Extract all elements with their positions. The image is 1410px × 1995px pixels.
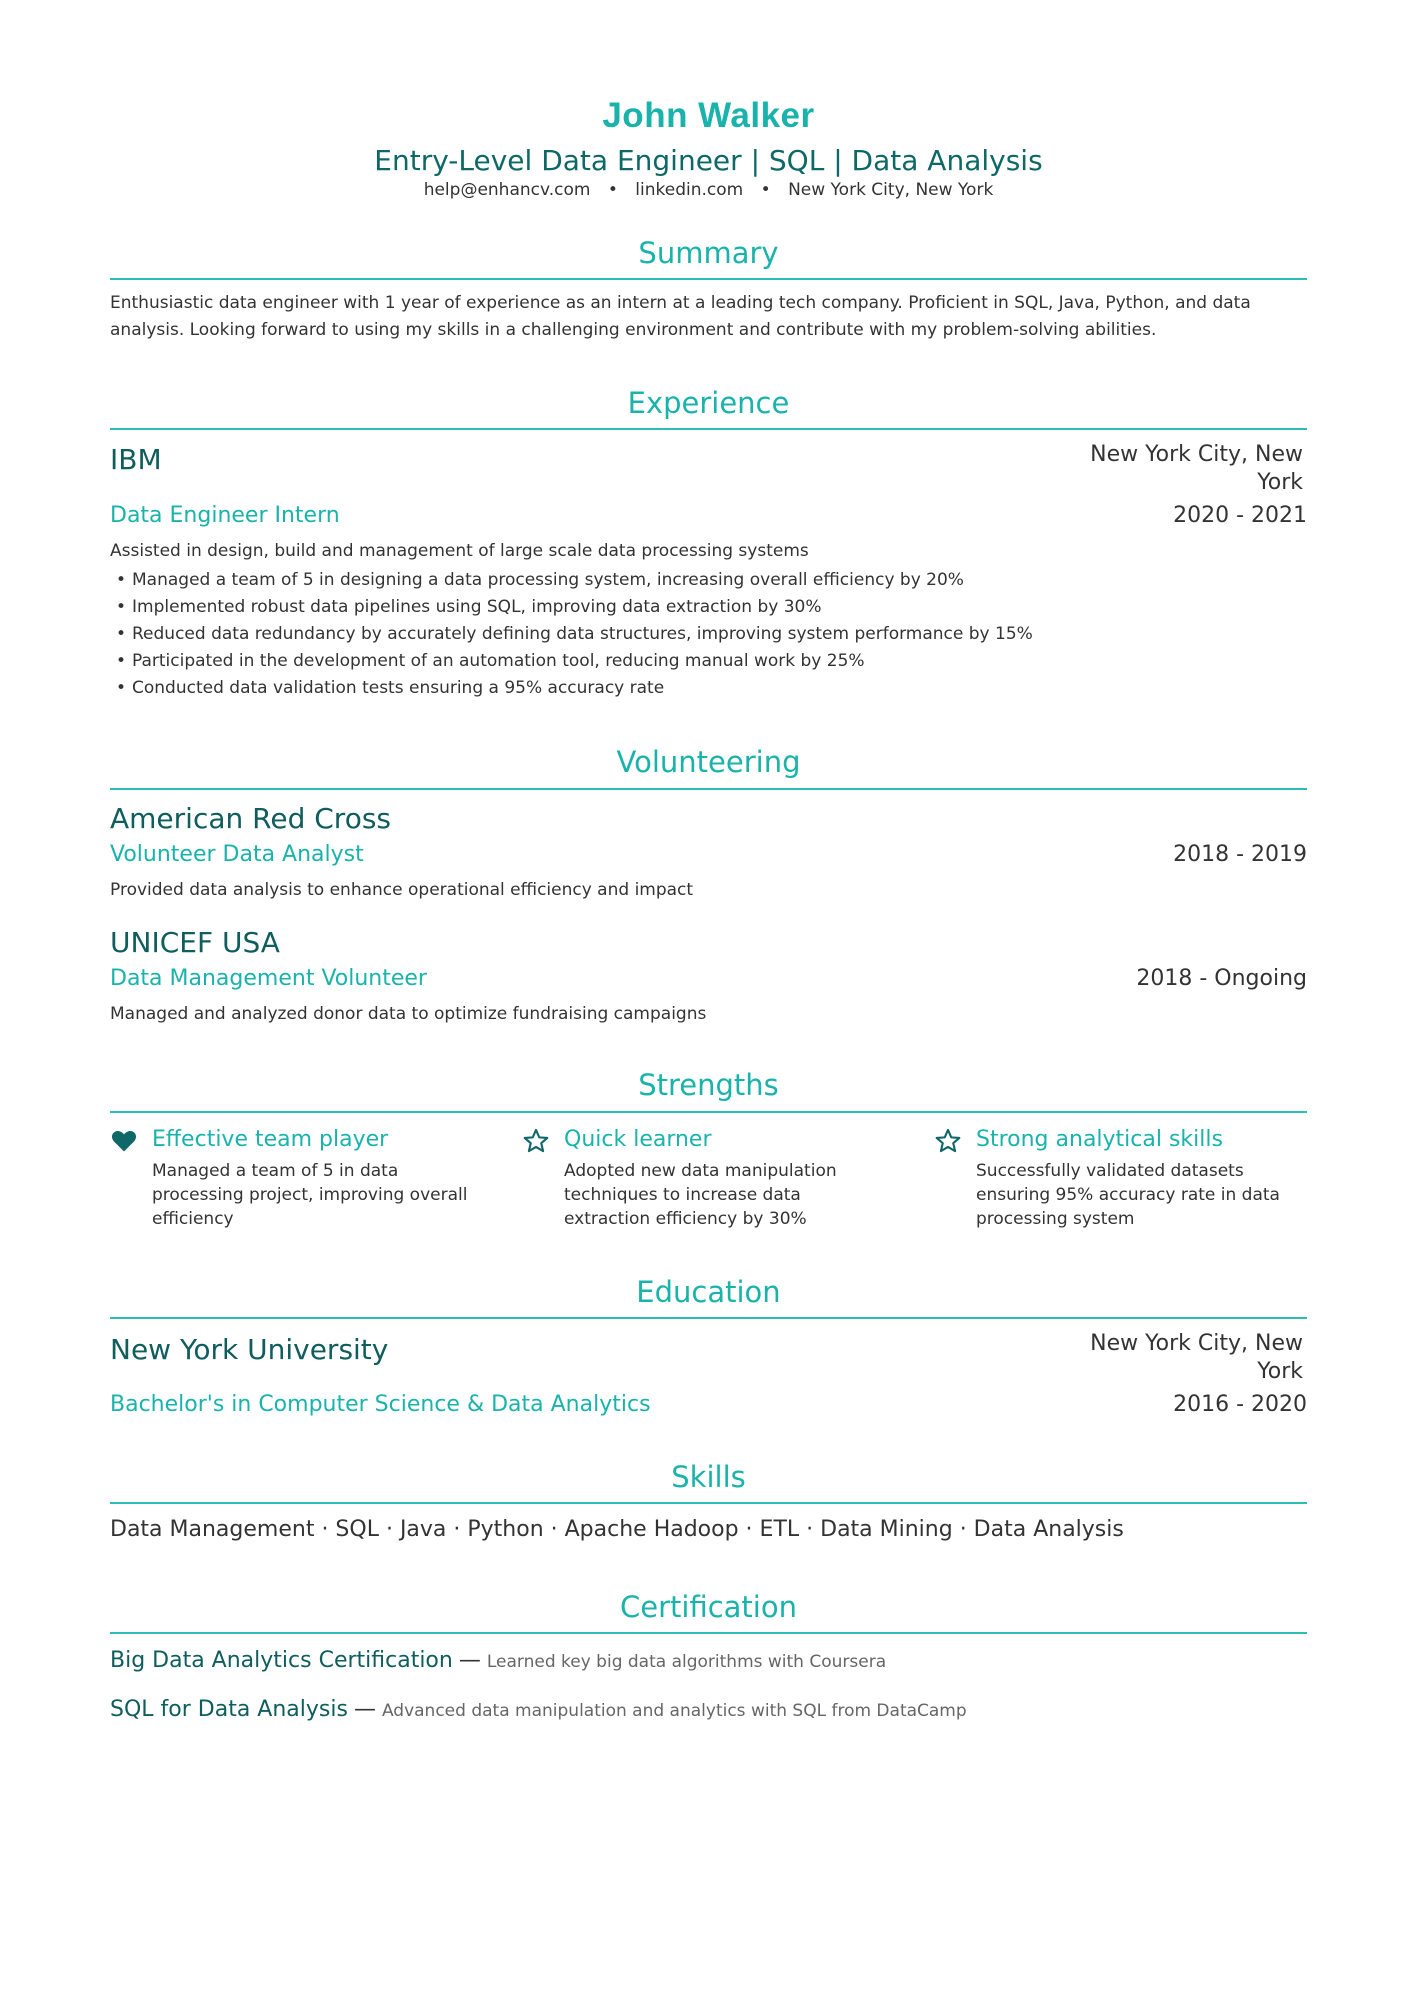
volunteer-dates: 2018 - Ongoing <box>1136 966 1307 991</box>
certification-dash: — <box>458 1648 481 1673</box>
volunteer-description: Provided data analysis to enhance operational efficiency and impact <box>110 880 694 900</box>
experience-role: Data Engineer Intern <box>110 503 340 528</box>
strength-title: Quick learner <box>564 1127 712 1152</box>
summary-heading: Summary <box>638 236 779 270</box>
experience-company: IBM <box>110 443 162 476</box>
strength-title: Strong analytical skills <box>976 1127 1223 1152</box>
candidate-headline: Entry-Level Data Engineer | SQL | Data Analysis <box>374 144 1043 177</box>
contact-line <box>110 179 1307 201</box>
section-divider <box>110 1502 1307 1504</box>
list-item: • Participated in the development of an automation tool, reducing manual work by 25% <box>110 648 1210 675</box>
bullet-icon: • <box>116 651 127 671</box>
bullet-icon: • <box>116 597 127 617</box>
education-location: New York City, New York <box>1090 1331 1303 1384</box>
experience-location: New York City, New York <box>1090 442 1303 495</box>
education-heading: Education <box>636 1275 781 1309</box>
experience-bullet-list <box>110 567 1210 702</box>
skills-heading: Skills <box>671 1460 746 1494</box>
education-dates: 2016 - 2020 <box>1173 1392 1307 1417</box>
certification-dash: — <box>353 1697 376 1722</box>
certification-name: SQL for Data Analysis <box>110 1697 348 1722</box>
certification-heading: Certification <box>620 1590 797 1624</box>
heart-icon <box>110 1127 138 1155</box>
strength-text: Adopted new data manipulation techniques to increase data extraction efficiency by 30% <box>564 1161 837 1229</box>
volunteering-heading: Volunteering <box>616 745 801 779</box>
strength-text: Successfully validated datasets ensuring 95% accuracy rate in data processing system <box>976 1161 1280 1229</box>
experience-description: Assisted in design, build and management of large scale data processing systems <box>110 541 809 561</box>
skills-list: Data Management · SQL · Java · Python · Apache Hadoop · ETL · Data Mining · Data Analysis <box>110 1517 1124 1542</box>
certification-description: Advanced data manipulation and analytics with SQL from DataCamp <box>381 1701 967 1721</box>
strength-text: Managed a team of 5 in data processing project, improving overall efficiency <box>152 1161 468 1229</box>
section-divider <box>110 278 1307 280</box>
star-icon <box>934 1127 962 1155</box>
summary-text: Enthusiastic data engineer with 1 year of experience as an intern at a leading tech company. Proficient in SQL, Java, Python, and data analysis. Looking forward to using my skills in a challenging environment and contribute with my problem-solving abilities. <box>110 293 1251 340</box>
section-divider <box>110 428 1307 430</box>
experience-dates: 2020 - 2021 <box>1173 503 1307 528</box>
experience-heading: Experience <box>627 386 790 420</box>
contact-email[interactable]: help@enhancv.com <box>423 180 591 200</box>
certification-item <box>110 1695 967 1726</box>
contact-separator: • <box>760 180 771 200</box>
section-divider <box>110 1111 1307 1113</box>
volunteer-role: Data Management Volunteer <box>110 966 427 991</box>
section-divider <box>110 788 1307 790</box>
list-item: • Managed a team of 5 in designing a data processing system, increasing overall efficiency by 20% <box>110 567 1210 594</box>
list-item: • Reduced data redundancy by accurately defining data structures, improving system performance by 15% <box>110 621 1210 648</box>
volunteer-description: Managed and analyzed donor data to optimize fundraising campaigns <box>110 1004 707 1024</box>
bullet-icon: • <box>116 570 127 590</box>
volunteer-organization: UNICEF USA <box>110 926 280 959</box>
section-divider <box>110 1632 1307 1634</box>
star-icon <box>522 1127 550 1155</box>
education-school: New York University <box>110 1333 389 1366</box>
candidate-name: John Walker <box>602 96 815 135</box>
volunteer-organization: American Red Cross <box>110 802 391 835</box>
list-item: • Conducted data validation tests ensuring a 95% accuracy rate <box>110 675 1210 702</box>
contact-separator: • <box>607 180 618 200</box>
volunteer-role: Volunteer Data Analyst <box>110 842 364 867</box>
bullet-icon: • <box>116 624 127 644</box>
strengths-heading: Strengths <box>638 1068 779 1102</box>
strength-title: Effective team player <box>152 1127 389 1152</box>
certification-item <box>110 1646 886 1677</box>
list-item: • Implemented robust data pipelines using SQL, improving data extraction by 30% <box>110 594 1210 621</box>
section-divider <box>110 1317 1307 1319</box>
certification-name: Big Data Analytics Certification <box>110 1648 453 1673</box>
education-degree: Bachelor's in Computer Science & Data Analytics <box>110 1392 651 1417</box>
contact-location: New York City, New York <box>788 180 994 200</box>
bullet-icon: • <box>116 678 127 698</box>
volunteer-dates: 2018 - 2019 <box>1173 842 1307 867</box>
certification-description: Learned key big data algorithms with Coursera <box>486 1652 887 1672</box>
contact-link[interactable]: linkedin.com <box>635 180 744 200</box>
